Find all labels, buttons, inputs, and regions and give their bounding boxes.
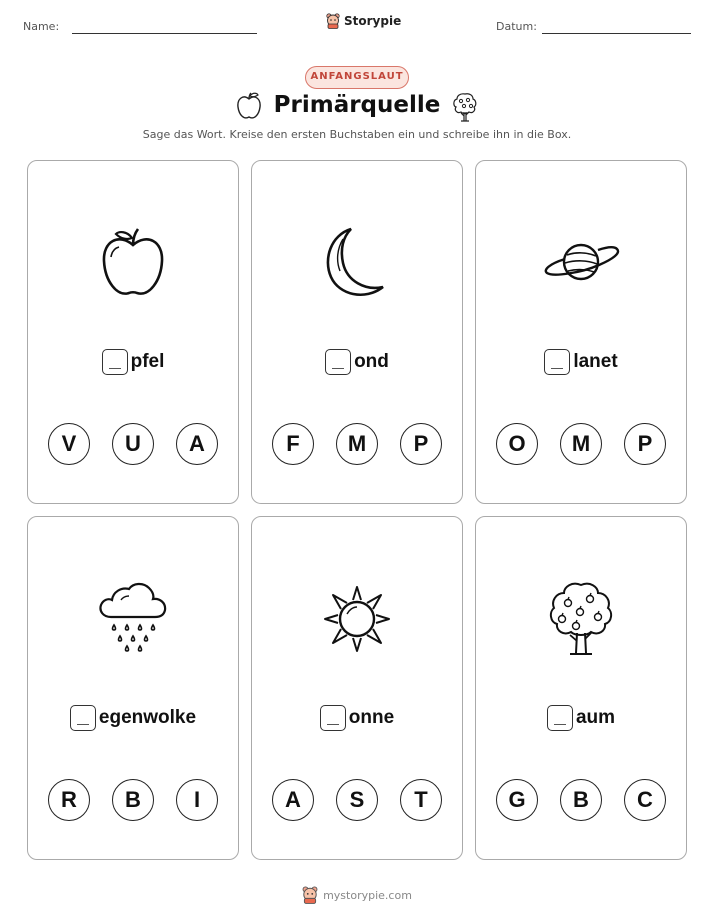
date-label: Datum: (496, 20, 537, 33)
tree-icon (546, 579, 616, 657)
tree-icon (451, 91, 479, 123)
word-ending: pfel (130, 351, 165, 372)
name-label: Name: (23, 20, 60, 33)
letter-choice[interactable]: P (624, 423, 666, 465)
word-card-regenwolke (27, 516, 239, 860)
word-card-planet (475, 160, 687, 504)
instructions: Sage das Wort. Kreise den ersten Buchstaben ein und schreibe ihn in die Box. (142, 128, 572, 141)
word-ending: ond (354, 351, 389, 372)
word-card-baum (475, 516, 687, 860)
word-ending: onne (348, 707, 395, 728)
answer-box[interactable] (325, 349, 351, 375)
letter-choice[interactable]: M (560, 423, 602, 465)
letter-choice[interactable]: T (400, 779, 442, 821)
letter-choice[interactable]: M (336, 423, 378, 465)
letter-choice[interactable]: V (48, 423, 90, 465)
letter-choice[interactable]: G (496, 779, 538, 821)
answer-box[interactable] (547, 705, 573, 731)
raincloud-icon (97, 579, 169, 655)
answer-box[interactable] (70, 705, 96, 731)
letter-choice[interactable]: R (48, 779, 90, 821)
letter-choice[interactable]: U (112, 423, 154, 465)
brand-logo (326, 13, 401, 29)
page-title: Primärquelle (273, 92, 441, 118)
letter-choice[interactable]: F (272, 423, 314, 465)
letter-choice[interactable]: B (560, 779, 602, 821)
letter-choice[interactable]: P (400, 423, 442, 465)
answer-box[interactable] (102, 349, 128, 375)
topic-badge: ANFANGSLAUT (305, 66, 409, 89)
bear-logo-icon (302, 886, 318, 904)
apple-icon (99, 225, 167, 299)
answer-box[interactable] (544, 349, 570, 375)
footer (0, 886, 714, 904)
letter-choice[interactable]: I (176, 779, 218, 821)
date-line[interactable] (542, 33, 691, 34)
planet-icon (541, 237, 621, 287)
word-card-apfel (27, 160, 239, 504)
moon-icon (321, 225, 393, 299)
worksheet-header (0, 0, 714, 50)
word-card-mond (251, 160, 463, 504)
bear-logo-icon (326, 13, 340, 29)
letter-choice[interactable]: S (336, 779, 378, 821)
word-ending: aum (575, 707, 616, 728)
answer-box[interactable] (320, 705, 346, 731)
word-card-sonne (251, 516, 463, 860)
name-line[interactable] (72, 33, 257, 34)
letter-choice[interactable]: C (624, 779, 666, 821)
letter-choice[interactable]: A (176, 423, 218, 465)
letter-choice[interactable]: B (112, 779, 154, 821)
brand-name: Storypie (344, 14, 402, 28)
word-ending: lanet (573, 351, 618, 372)
letter-choice[interactable]: A (272, 779, 314, 821)
word-ending: egenwolke (98, 707, 197, 728)
footer-url[interactable]: mystorypie.com (323, 888, 412, 902)
sun-icon (321, 583, 393, 655)
letter-choice[interactable]: O (496, 423, 538, 465)
